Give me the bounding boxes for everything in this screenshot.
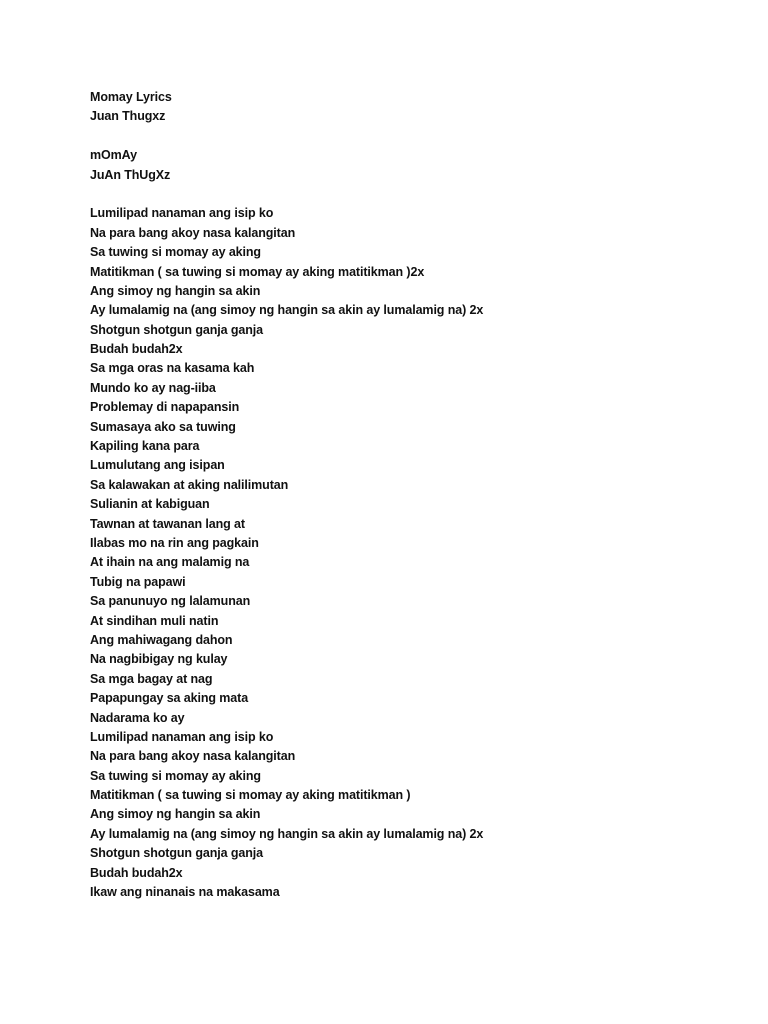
lyric-line: Sa mga bagay at nag [90,671,213,686]
lyric-line: Mundo ko ay nag-iiba [90,380,216,395]
lyric-line: Tawnan at tawanan lang at [90,516,245,531]
lyric-line: Ay lumalamig na (ang simoy ng hangin sa akin ay lumalamig na) 2x [90,303,484,318]
lyric-line: Papapungay sa aking mata [90,691,249,706]
lyric-line: Shotgun shotgun ganja ganja [90,846,263,861]
lyric-line: Lumilipad nanaman ang isip ko [90,729,274,744]
lyric-line: Sa tuwing si momay ay aking [90,768,261,783]
lyric-line: Budah budah2x [90,342,183,357]
document-page [90,88,730,902]
lyric-line: Matitikman ( sa tuwing si momay ay aking matitikman )2x [90,264,425,279]
lyric-line: Ikaw ang ninanais na makasama [90,885,280,900]
lyric-line: Sa tuwing si momay ay aking [90,245,261,260]
lyric-line: Lumulutang ang isipan [90,458,225,473]
lyric-line: Ilabas mo na rin ang pagkain [90,535,259,550]
lyrics-block [90,204,730,902]
lyric-line: Ang simoy ng hangin sa akin [90,807,261,822]
lyric-line: Na para bang akoy nasa kalangitan [90,225,296,240]
styled-title: mOmAy [90,148,137,163]
lyric-line: Ang simoy ng hangin sa akin [90,283,261,298]
blank-line [90,185,730,204]
lyric-line: Sulianin at kabiguan [90,497,210,512]
styled-artist: JuAn ThUgXz [90,167,171,182]
lyric-line: Ang mahiwagang dahon [90,632,233,647]
lyric-line: Na para bang akoy nasa kalangitan [90,749,296,764]
lyric-line: Budah budah2x [90,865,183,880]
lyric-line: Problemay di napapansin [90,400,240,415]
lyric-line: Ay lumalamig na (ang simoy ng hangin sa akin ay lumalamig na) 2x [90,826,484,841]
lyric-line: Sa mga oras na kasama kah [90,361,255,376]
lyric-line: Lumilipad nanaman ang isip ko [90,206,274,221]
lyric-line: Shotgun shotgun ganja ganja [90,322,263,337]
lyric-line: At ihain na ang malamig na [90,555,250,570]
lyric-line: Sa kalawakan at aking nalilimutan [90,477,289,492]
lyric-line: Sa panunuyo ng lalamunan [90,594,251,609]
lyric-line: Sumasaya ako sa tuwing [90,419,236,434]
lyric-line: Kapiling kana para [90,439,200,454]
lyric-line: Tubig na papawi [90,574,186,589]
lyric-line: Nadarama ko ay [90,710,185,725]
blank-line [90,127,730,146]
song-artist: Juan Thugxz [90,109,166,124]
song-title: Momay Lyrics [90,90,172,104]
lyric-line: Na nagbibigay ng kulay [90,652,228,667]
lyric-line: At sindihan muli natin [90,613,219,628]
lyric-line: Matitikman ( sa tuwing si momay ay aking matitikman ) [90,788,411,803]
